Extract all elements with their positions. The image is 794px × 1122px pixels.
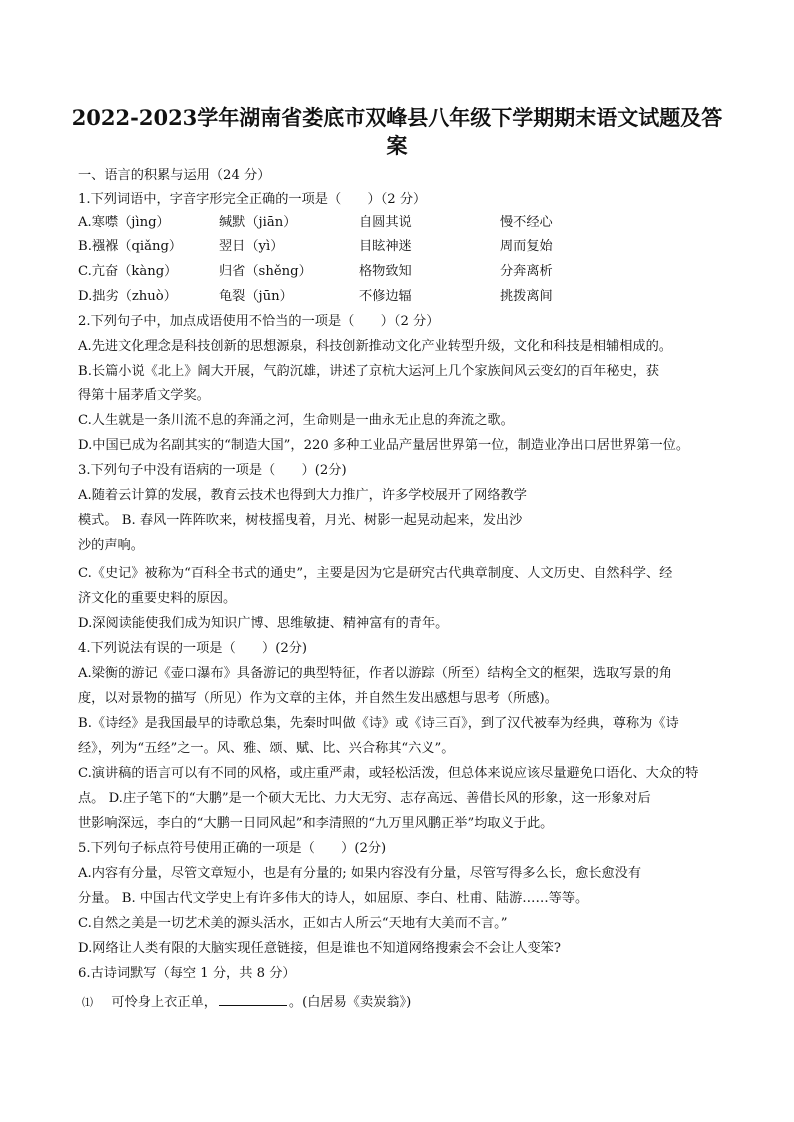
q3-option-c-line1: C.《史记》被称为“百科全书式的通史”，主要是因为它是研究古代典章制度、人文历史、自然科学、经 [78,566,673,581]
q1-d-word2: 龟裂（jūn） [219,289,293,304]
q5-option-d: D.网络让人类有限的大脑实现任意链接，但是谁也不知道网络搜索会不会让人变笨? [78,941,561,956]
q4-option-b-line1: B.《诗经》是我国最早的诗歌总集，先秦时叫做《诗》或《诗三百》，到了汉代被奉为经典，尊称为《诗 [78,716,679,731]
q3-option-a-line2: 模式。 B. 春风一阵阵吹来，树枝摇曳着，月光、树影一起晃动起来，发出沙 [78,513,523,528]
q2-option-a: A.先进文化理念是科技创新的思想源泉，科技创新推动文化产业转型升级，文化和科技是相辅相成的。 [78,339,672,354]
q4-option-a-line2: 度，以对景物的描写（所见）作为文章的主体，并自然生发出感想与思考（所感)。 [78,691,558,706]
q1-a-word2: 缄默（jiān） [219,215,297,230]
q1-d-word4: 挑拨离间 [500,289,553,304]
doc-title-line2: 案 [386,133,408,158]
q2-option-d: D.中国已成为名副其实的“制造大国”，220 多种工业品产量居世界第一位，制造业净出口居世界第一位。 [78,438,690,453]
q1-b-word4: 周而复始 [500,239,553,254]
q4-option-b-line2: 经》，列为“五经”之一。风、雅、颂、赋、比、兴合称其“六义”。 [78,741,455,756]
section-heading: 一、语言的积累与运用（24 分） [78,168,271,183]
doc-title-line1: 2022-2023学年湖南省娄底市双峰县八年级下学期期末语文试题及答 [71,105,723,130]
q5-option-a-line2: 分量。 B. 中国古代文学史上有许多伟大的诗人，如屈原、李白、杜甫、陆游……等等。 [78,891,589,906]
q4-option-d-line: 世影响深远，李白的“大鹏一日同风起”和李清照的“九万里风鹏正举”均取义于此。 [78,816,554,831]
q1-stem: 1.下列词语中，字音字形完全正确的一项是（ ）（2 分） [78,192,427,207]
q2-option-b-line2: 得第十届茅盾文学奖。 [78,388,210,403]
q4-option-c-line1: C.演讲稿的语言可以有不同的风格，或庄重严肃，或轻松活泼，但总体来说应该尽量避免口语化、大众的特 [78,766,699,781]
q1-a-word4: 慢不经心 [500,215,553,230]
q1-c-word4: 分奔离析 [500,264,553,279]
q6-item-1-blank[interactable] [219,991,287,1006]
q6-item-1-number: ⑴ [82,996,93,1009]
q4-option-c-line2: 点。 D.庄子笔下的“大鹏”是一个硕大无比、力大无穷、志存高远、善借长风的形象，这一形象对后 [78,791,651,806]
q1-c-word1: C.亢奋（kàng） [78,264,178,279]
q1-b-word3: 目眩神迷 [359,239,412,254]
q3-option-a-line3: 沙的声响。 [78,538,144,553]
q1-c-word3: 格物致知 [359,264,412,279]
q6-stem: 6.古诗词默写（每空 1 分，共 8 分） [78,966,296,981]
q5-option-a-line1: A.内容有分量，尽管文章短小，也是有分量的; 如果内容没有分量，尽管写得多么长，愈长愈没有 [78,866,642,881]
q3-option-c-line2: 济文化的重要史料的原因。 [78,591,237,606]
q5-option-c: C.自然之美是一切艺术美的源头活水，正如古人所云“天地有大美而不言。” [78,916,508,931]
q2-stem: 2.下列句子中，加点成语使用不恰当的一项是（ ）（2 分） [78,314,440,329]
q1-b-word2: 翌日（yì） [219,239,284,254]
q4-stem: 4.下列说法有误的一项是（ ）(2分) [78,641,308,656]
q2-option-c: C.人生就是一条川流不息的奔涌之河，生命则是一曲永无止息的奔流之歌。 [78,413,514,428]
q2-option-b-line1: B.长篇小说《北上》阔大开展，气韵沉雄，讲述了京杭大运河上几个家族间风云变幻的百年秘史，获 [78,364,659,379]
q1-a-word1: A.寒噤（jìng） [78,215,170,230]
q6-item-1 [82,991,732,1013]
q6-item-1-suffix: 。(白居易《卖炭翁》) [288,995,412,1010]
q3-option-a-line1: A.随着云计算的发展，教育云技术也得到大力推广，许多学校展开了网络教学 [78,488,527,503]
q1-d-word3: 不修边辐 [359,289,412,304]
q3-option-d: D.深阅读能使我们成为知识广博、思维敏捷、精神富有的青年。 [78,616,449,631]
q5-stem: 5.下列句子标点符号使用正确的一项是（ ）(2分) [78,841,387,856]
q6-item-1-prefix: 可怜身上衣正单， [111,995,217,1010]
q1-a-word3: 自圆其说 [359,215,412,230]
q1-c-word2: 归省（shěng） [219,264,312,279]
q4-option-a-line1: A.梁衡的游记《壶口瀑布》具备游记的典型特征，作者以游踪（所至）结构全文的框架，选取写景的角 [78,666,672,681]
q1-b-word1: B.襁褓（qiǎng） [78,239,183,254]
q3-stem: 3.下列句子中没有语病的一项是（ ）(2分) [78,463,347,478]
q1-d-word1: D.拙劣（zhuò） [78,289,177,304]
